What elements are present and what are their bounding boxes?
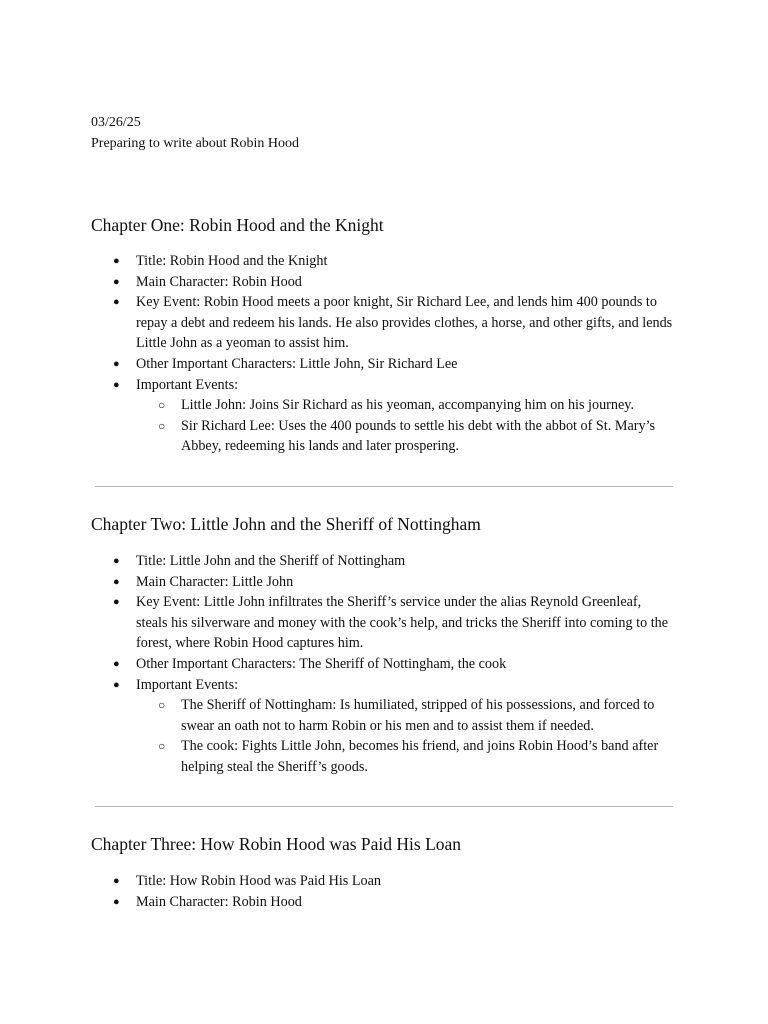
chapter-bullet-list — [91, 551, 711, 778]
chapter-heading: Chapter Two: Little John and the Sheriff of Nottingham — [91, 514, 481, 534]
bullet-icon: ● — [113, 678, 120, 691]
bullet-icon: ● — [113, 555, 120, 567]
list-item: ● Main Character: Little John — [91, 572, 676, 593]
chapter-heading: Chapter Three: How Robin Hood was Paid His Loan — [91, 834, 462, 854]
chapter-one-section — [91, 214, 711, 457]
bullet-icon: ● — [113, 875, 120, 887]
sub-bullet-list — [136, 395, 676, 457]
list-item: ● Key Event: Robin Hood meets a poor knight, Sir Richard Lee, and lends him 400 pounds to repay a debt and redeem his lands. He also provides clothes, a horse, and other gifts, and lends Little John as a yeoman to assist him. — [113, 294, 673, 352]
sub-list-item: ○ Sir Richard Lee: Uses the 400 pounds to settle his debt with the abbot of St. Mary’s Abbey, redeeming his lands and later prospering. — [158, 417, 656, 455]
bullet-icon: ● — [113, 378, 120, 391]
sub-bullet-list — [136, 695, 676, 777]
list-item: ● Key Event: Little John infiltrates the Sheriff’s service under the alias Reynold Greenleaf, steals his silverware and money with the cook’s help, and tricks the Sheriff into coming to the forest, where Robin Hood captures him. — [113, 594, 669, 652]
list-item: ● Main Character: Robin Hood — [91, 272, 676, 293]
chapter-three-section — [91, 833, 711, 912]
chapter-heading: Chapter One: Robin Hood and the Knight — [91, 215, 384, 235]
list-item: ● Important Events: ○ The Sheriff of Nottingham: Is humiliated, stripped of his possessions, and forced to swear an oath not to harm Robin or his men and to assist them if needed. ○ The cook: Fights Little John, becomes his friend, and joins Robin Hood’s band after helping steal the Sheriff’s goods. — [91, 675, 676, 778]
chapter-bullet-list — [91, 251, 711, 457]
chapter-bullet-list — [91, 871, 711, 912]
hollow-bullet-icon: ○ — [158, 698, 166, 713]
bullet-icon: ● — [113, 255, 120, 267]
sub-list-item: ○ The cook: Fights Little John, becomes his friend, and joins Robin Hood’s band after helping steal the Sheriff’s goods. — [158, 738, 659, 775]
bullet-icon: ● — [113, 895, 120, 908]
hollow-bullet-icon: ○ — [158, 739, 166, 754]
list-item: ● Important Events: ○ Little John: Joins Sir Richard as his yeoman, accompanying him on his journey. ○ Sir Richard Lee: Uses the 400 pounds to settle his debt with the abbot of St. Mary’s Abbey, redeeming his lands and later prospering. — [91, 375, 676, 457]
document-subtitle: Preparing to write about Robin Hood — [91, 136, 300, 151]
bullet-icon: ● — [113, 596, 120, 609]
chapter-two-section — [91, 513, 711, 778]
bullet-icon: ● — [113, 296, 120, 309]
hollow-bullet-icon: ○ — [158, 418, 166, 433]
list-item: ● Title: How Robin Hood was Paid His Loan — [91, 871, 676, 892]
bullet-icon: ● — [113, 575, 120, 588]
list-item: ● Main Character: Robin Hood — [91, 892, 676, 913]
list-item: ● Title: Robin Hood and the Knight — [91, 251, 676, 272]
sub-list-item: ○ Little John: Joins Sir Richard as his yeoman, accompanying him on his journey. — [136, 395, 681, 416]
document-date: 03/26/25 — [91, 115, 141, 130]
section-divider — [95, 806, 673, 807]
hollow-bullet-icon: ○ — [158, 398, 166, 413]
section-divider — [95, 486, 673, 487]
sub-list-item: ○ The Sheriff of Nottingham: Is humiliated, stripped of his possessions, and forced to swear an oath not to harm Robin or his men and to assist them if needed. — [158, 697, 655, 734]
list-item: ● Title: Little John and the Sheriff of Nottingham — [91, 551, 676, 572]
list-item: ● Other Important Characters: Little John, Sir Richard Lee — [91, 354, 676, 375]
bullet-icon: ● — [113, 657, 120, 670]
bullet-icon: ● — [113, 357, 120, 370]
bullet-icon: ● — [113, 275, 120, 288]
list-item: ● Other Important Characters: The Sheriff of Nottingham, the cook — [91, 654, 676, 675]
